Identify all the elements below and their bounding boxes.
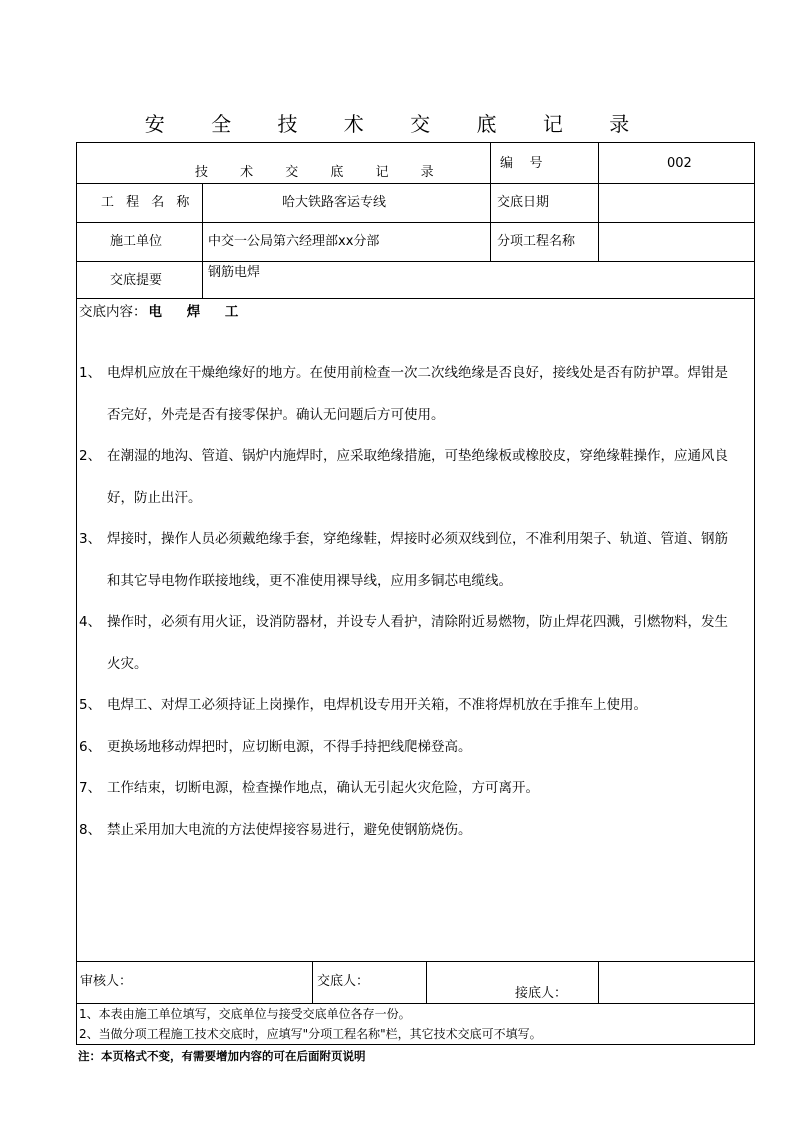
item-number: 7、 <box>79 780 102 796</box>
list-item <box>79 602 751 685</box>
table-line <box>76 142 755 143</box>
item-number: 5、 <box>79 697 102 713</box>
number-value: 002 <box>667 156 692 171</box>
table-line <box>76 183 755 184</box>
item-text: 禁止采用加大电流的方法使焊接容易进行，避免使钢筋烧伤。 <box>107 821 472 838</box>
table-line <box>76 142 77 1045</box>
summary-label: 交底提要 <box>110 273 163 288</box>
project-name-value: 哈大铁路客运专线 <box>282 195 387 210</box>
item-number: 8、 <box>79 821 102 838</box>
table-line <box>76 961 755 962</box>
list-item <box>79 727 751 769</box>
item-number: 3、 <box>79 531 102 547</box>
construction-unit-value: 中交一公局第六经理部xx分部 <box>208 234 380 249</box>
table-line <box>76 298 755 299</box>
table-line <box>490 183 491 261</box>
item-number: 4、 <box>79 614 102 630</box>
number-label: 编 号 <box>500 156 543 171</box>
table-line <box>598 142 599 261</box>
table-line <box>76 261 755 262</box>
list-item <box>79 768 751 810</box>
table-line <box>76 1044 755 1045</box>
table-line <box>76 1003 755 1004</box>
table-line <box>426 961 427 1003</box>
list-item <box>79 519 751 602</box>
item-text: 更换场地移动焊把时，应切断电源，不得手持把线爬梯登高。 <box>107 738 472 755</box>
content-prefix: 交底内容： <box>79 304 147 320</box>
discloser-label: 交底人： <box>317 974 370 989</box>
project-name-label: 工 程 名 称 <box>101 195 194 210</box>
item-text-continued: 否完好，外壳是否有接零保护。确认无问题后方可使用。 <box>107 406 445 423</box>
table-line <box>312 961 313 1003</box>
content-items <box>79 353 751 851</box>
item-text: 焊接时，操作人员必须戴绝缘手套，穿绝缘鞋，焊接时必须双线到位，不准利用架子、轨道、管道、钢筋 <box>107 531 728 547</box>
item-text: 在潮湿的地沟、管道、锅炉内施焊时，应采取绝缘措施，可垫绝缘板或橡胶皮，穿绝缘鞋操作，应通风良 <box>107 448 728 464</box>
item-text-continued: 和其它导电物作联接地线，更不准使用裸导线，应用多铜芯电缆线。 <box>107 572 512 589</box>
item-number: 1、 <box>79 365 102 381</box>
document-title: 安 全 技 术 交 底 记 录 <box>144 112 650 136</box>
table-line <box>76 222 755 223</box>
record-label: 技 术 交 底 记 录 <box>195 165 448 180</box>
item-text: 操作时，必须有用火证，设消防器材，并设专人看护，清除附近易燃物，防止焊花四溅，引燃物料，发生 <box>107 614 728 630</box>
list-item <box>79 353 751 436</box>
list-item <box>79 810 751 852</box>
table-note-1: 1、本表由施工单位填写，交底单位与接受交底单位各存一份。 <box>79 1007 411 1021</box>
table-line <box>202 183 203 298</box>
footer-note: 注：本页格式不变，有需要增加内容的可在后面附页说明 <box>78 1049 366 1063</box>
item-text: 工作结束，切断电源，检查操作地点，确认无引起火灾危险，方可离开。 <box>107 780 539 796</box>
receiver-label: 接底人： <box>515 986 568 1001</box>
table-line <box>490 142 491 183</box>
reviewer-label: 审核人： <box>80 974 133 989</box>
subproject-name-label: 分项工程名称 <box>497 234 576 249</box>
construction-unit-label: 施工单位 <box>110 234 163 249</box>
item-text: 电焊工、对焊工必须持证上岗操作，电焊机设专用开关箱，不准将焊机放在手推车上使用。 <box>107 697 647 713</box>
list-item <box>79 436 751 519</box>
item-number: 6、 <box>79 738 102 755</box>
item-text-continued: 好，防止出汗。 <box>107 489 202 506</box>
table-line <box>754 142 755 1045</box>
disclosure-date-label: 交底日期 <box>497 195 550 210</box>
summary-value: 钢筋电焊 <box>208 265 261 280</box>
disclosure-content <box>79 303 751 851</box>
content-heading <box>79 303 751 321</box>
table-note-2: 2、当做分项工程施工技术交底时，应填写"分项工程名称"栏，其它技术交底可不填写。 <box>79 1027 542 1041</box>
item-text-continued: 火灾。 <box>107 655 148 672</box>
item-number: 2、 <box>79 448 102 464</box>
item-text: 电焊机应放在干燥绝缘好的地方。在使用前检查一次二次线绝缘是否良好，接线处是否有防护罩。焊钳是 <box>107 365 728 381</box>
content-topic: 电 焊 工 <box>148 304 249 320</box>
table-line <box>598 961 599 1003</box>
list-item <box>79 685 751 727</box>
